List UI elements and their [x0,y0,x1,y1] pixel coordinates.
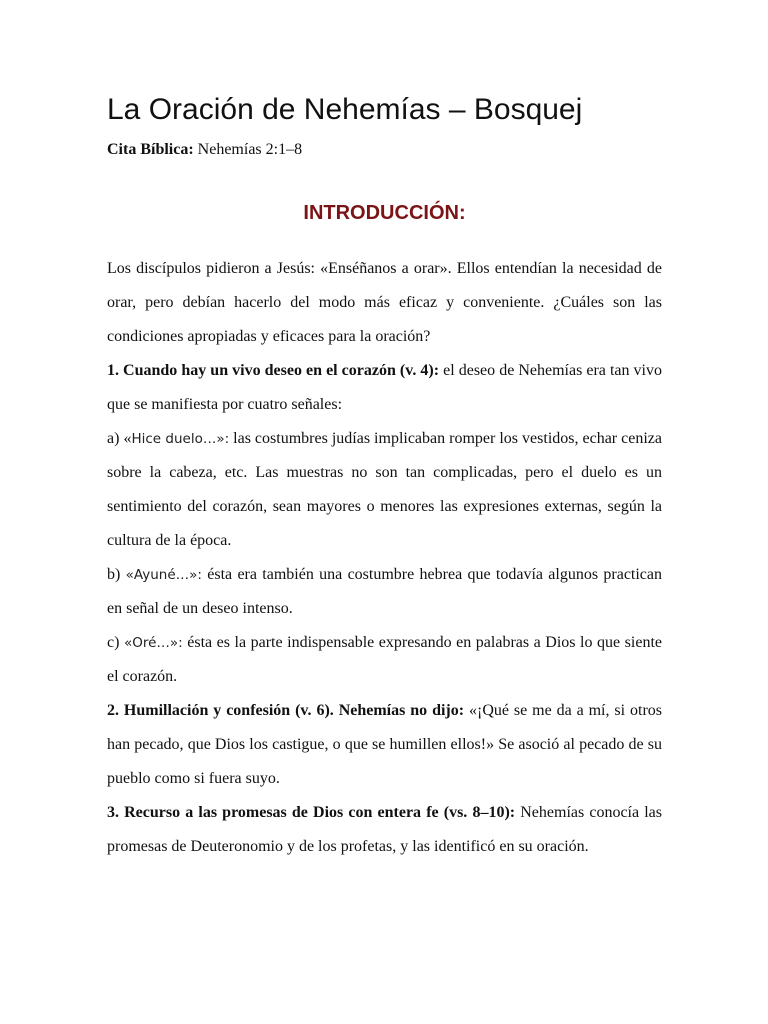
sign-a-paragraph [107,422,662,558]
sign-b-quote: «Ayuné…»: [125,567,202,583]
point-2-text: «¡Qué se me da a mí, si otros han pecado, que Dios los castigue, o que se humillen ellos!» Se asoció al pecado de su pueblo como si fuera suyo. [107,702,662,787]
sign-a-text: las costumbres judías implicaban romper los vestidos, echar ceniza sobre la cabeza, etc. Las muestras no son tan complicadas, pero el duelo es un sentimiento del corazón, sean mayores o menores las expresiones externas, según la cultura de la época. [107,430,663,549]
sign-a-prefix: a) « [107,430,132,447]
document-page [107,90,662,864]
citation-value: Nehemías 2:1–8 [193,141,303,158]
point-1-heading: 1. Cuando hay un vivo deseo en el corazón (v. 4): [107,362,440,379]
point-3-text: Nehemías conocía las promesas de Deuteronomio y de los profetas, y las identificó en su oración. [107,804,663,855]
sign-c-text: ésta es la parte indispensable expresando en palabras a Dios lo que siente el corazón. [107,634,662,685]
sign-c-prefix: c) [107,634,124,651]
section-heading-introduction: INTRODUCCIÓN: [303,202,466,224]
intro-paragraph: Los discípulos pidieron a Jesús: «Enséñanos a orar». Ellos entendían la necesidad de orar, pero debían hacerlo del modo más eficaz y conveniente. ¿Cuáles son las condiciones apropiadas y eficaces para la oración? [107,260,662,345]
document-title: La Oración de Nehemías – Bosquej [107,93,583,126]
point-3-paragraph [107,796,662,864]
point-3-heading: 3. Recurso a las promesas de Dios con entera fe (vs. 8–10): [107,804,516,821]
point-2-paragraph [107,694,662,796]
point-2-heading: 2. Humillación y confesión (v. 6). Nehemías no dijo: [107,702,465,719]
sign-b-paragraph [107,558,662,626]
document-body [107,252,662,864]
bible-citation [107,139,662,161]
sign-c-paragraph [107,626,662,694]
sign-b-text: ésta era también una costumbre hebrea que todavía algunos practican en señal de un deseo intenso. [107,566,663,617]
sign-b-prefix: b) [107,566,126,583]
sign-c-quote: «Oré…»: [123,635,183,651]
sign-a-quote: Hice duelo…»: [131,431,230,447]
point-1-paragraph [107,354,662,422]
citation-label: Cita Bíblica: [107,141,194,158]
point-1-text: el deseo de Nehemías era tan vivo que se manifiesta por cuatro señales: [107,362,663,413]
